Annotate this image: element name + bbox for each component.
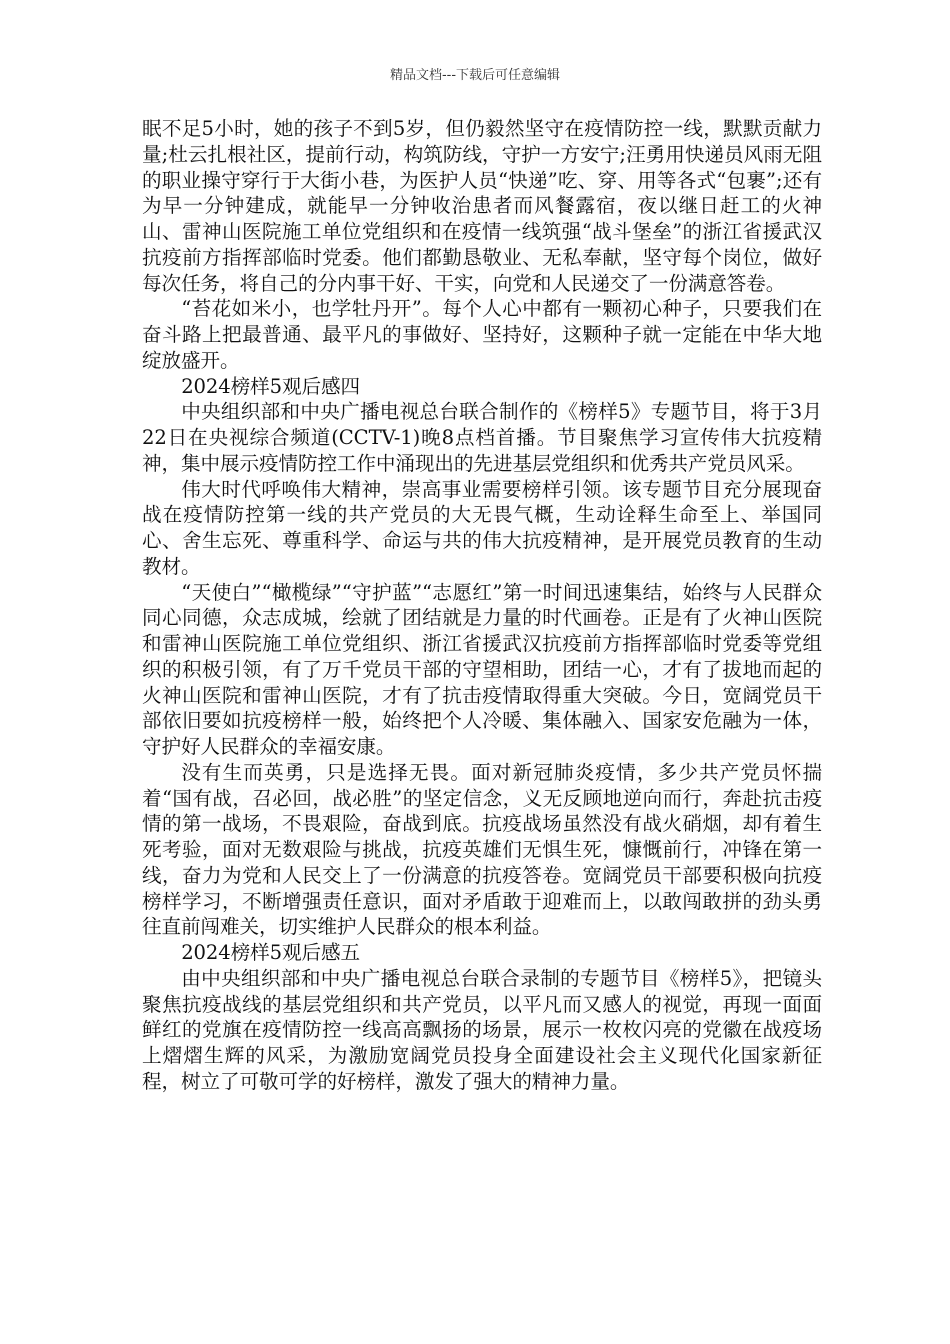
paragraph: 伟大时代呼唤伟大精神，崇高事业需要榜样引领。该专题节目充分展现奋战在疫情防控第一线的共产党员的大无畏气概，生动诠释生命至上、举国同心、舍生忘死、尊重科学、命运与共的伟大抗疫精神，是开展党员教育的生动教材。 xyxy=(142,477,822,578)
section-heading: 2024榜样5观后感五 xyxy=(181,941,360,964)
paragraph: 没有生而英勇，只是选择无畏。面对新冠肺炎疫情，多少共产党员怀揣着“国有战，召必回，战必胜”的坚定信念，义无反顾地逆向而行，奔赴抗击疫情的第一战场，不畏艰险，奋战到底。抗疫战场虽然没有战火硝烟，却有着生死考验，面对无数艰险与挑战，抗疫英雄们无惧生死，慷慨前行，冲锋在第一线，奋力为党和人民交上了一份满意的抗疫答卷。宽阔党员干部要积极向抗疫榜样学习，不断增强责任意识，面对矛盾敢于迎难而上，以敢闯敢拼的劲头勇往直前闯难关，切实维护人民群众的根本利益。 xyxy=(142,760,822,939)
paragraph: 中央组织部和中央广播电视总台联合制作的《榜样5》专题节目，将于3月22日在央视综合频道(CCTV-1)晚8点档首播。节目聚焦学习宣传伟大抗疫精神，集中展示疫情防控工作中涌现出的先进基层党组织和优秀共产党员风采。 xyxy=(142,400,822,475)
document-body xyxy=(142,116,822,1095)
paragraph: “苔花如米小，也学牡丹开”。每个人心中都有一颗初心种子，只要我们在奋斗路上把最普通、最平凡的事做好、坚持好，这颗种子就一定能在中华大地绽放盛开。 xyxy=(142,297,822,372)
paragraph-continued: 眠不足5小时，她的孩子不到5岁，但仍毅然坚守在疫情防控一线，默默贡献力量;杜云扎根社区，提前行动，构筑防线，守护一方安宁;汪勇用快递员风雨无阻的职业操守穿行于大街小巷，为医护人员“快递”吃、穿、用等各式“包裹”;还有为早一分钟建成，就能早一分钟收治患者而风餐露宿，夜以继日赶工的火神山、雷神山医院施工单位党组织和在疫情一线筑强“战斗堡垒”的浙江省援武汉抗疫前方指挥部临时党委。他们都勤恳敬业、无私奉献，坚守每个岗位，做好每次任务，将自己的分内事干好、干实，向党和人民递交了一份满意答卷。 xyxy=(142,117,822,295)
section-heading: 2024榜样5观后感四 xyxy=(181,374,360,398)
paragraph: 由中央组织部和中央广播电视总台联合录制的专题节目《榜样5》，把镜头聚焦抗疫战线的基层党组织和共产党员，以平凡而又感人的视觉，再现一面面鲜红的党旗在疫情防控一线高高飘扬的场景，展示一枚枚闪亮的党徽在战疫场上熠熠生辉的风采，为激励宽阔党员投身全面建设社会主义现代化国家新征程，树立了可敬可学的好榜样，激发了强大的精神力量。 xyxy=(142,966,822,1093)
paragraph: “天使白”“橄榄绿”“守护蓝”“志愿红”第一时间迅速集结，始终与人民群众同心同德，众志成城，绘就了团结就是力量的时代画卷。正是有了火神山医院和雷神山医院施工单位党组织、浙江省援武汉抗疫前方指挥部临时党委等党组织的积极引领，有了万千党员干部的守望相助，团结一心，才有了拔地而起的火神山医院和雷神山医院，才有了抗击疫情取得重大突破。今日，宽阔党员干部依旧要如抗疫榜样一般，始终把个人冷暖、集体融入、国家安危融为一体，守护好人民群众的幸福安康。 xyxy=(142,580,822,758)
page-header: 精品文档---下载后可任意编辑 xyxy=(389,68,561,83)
